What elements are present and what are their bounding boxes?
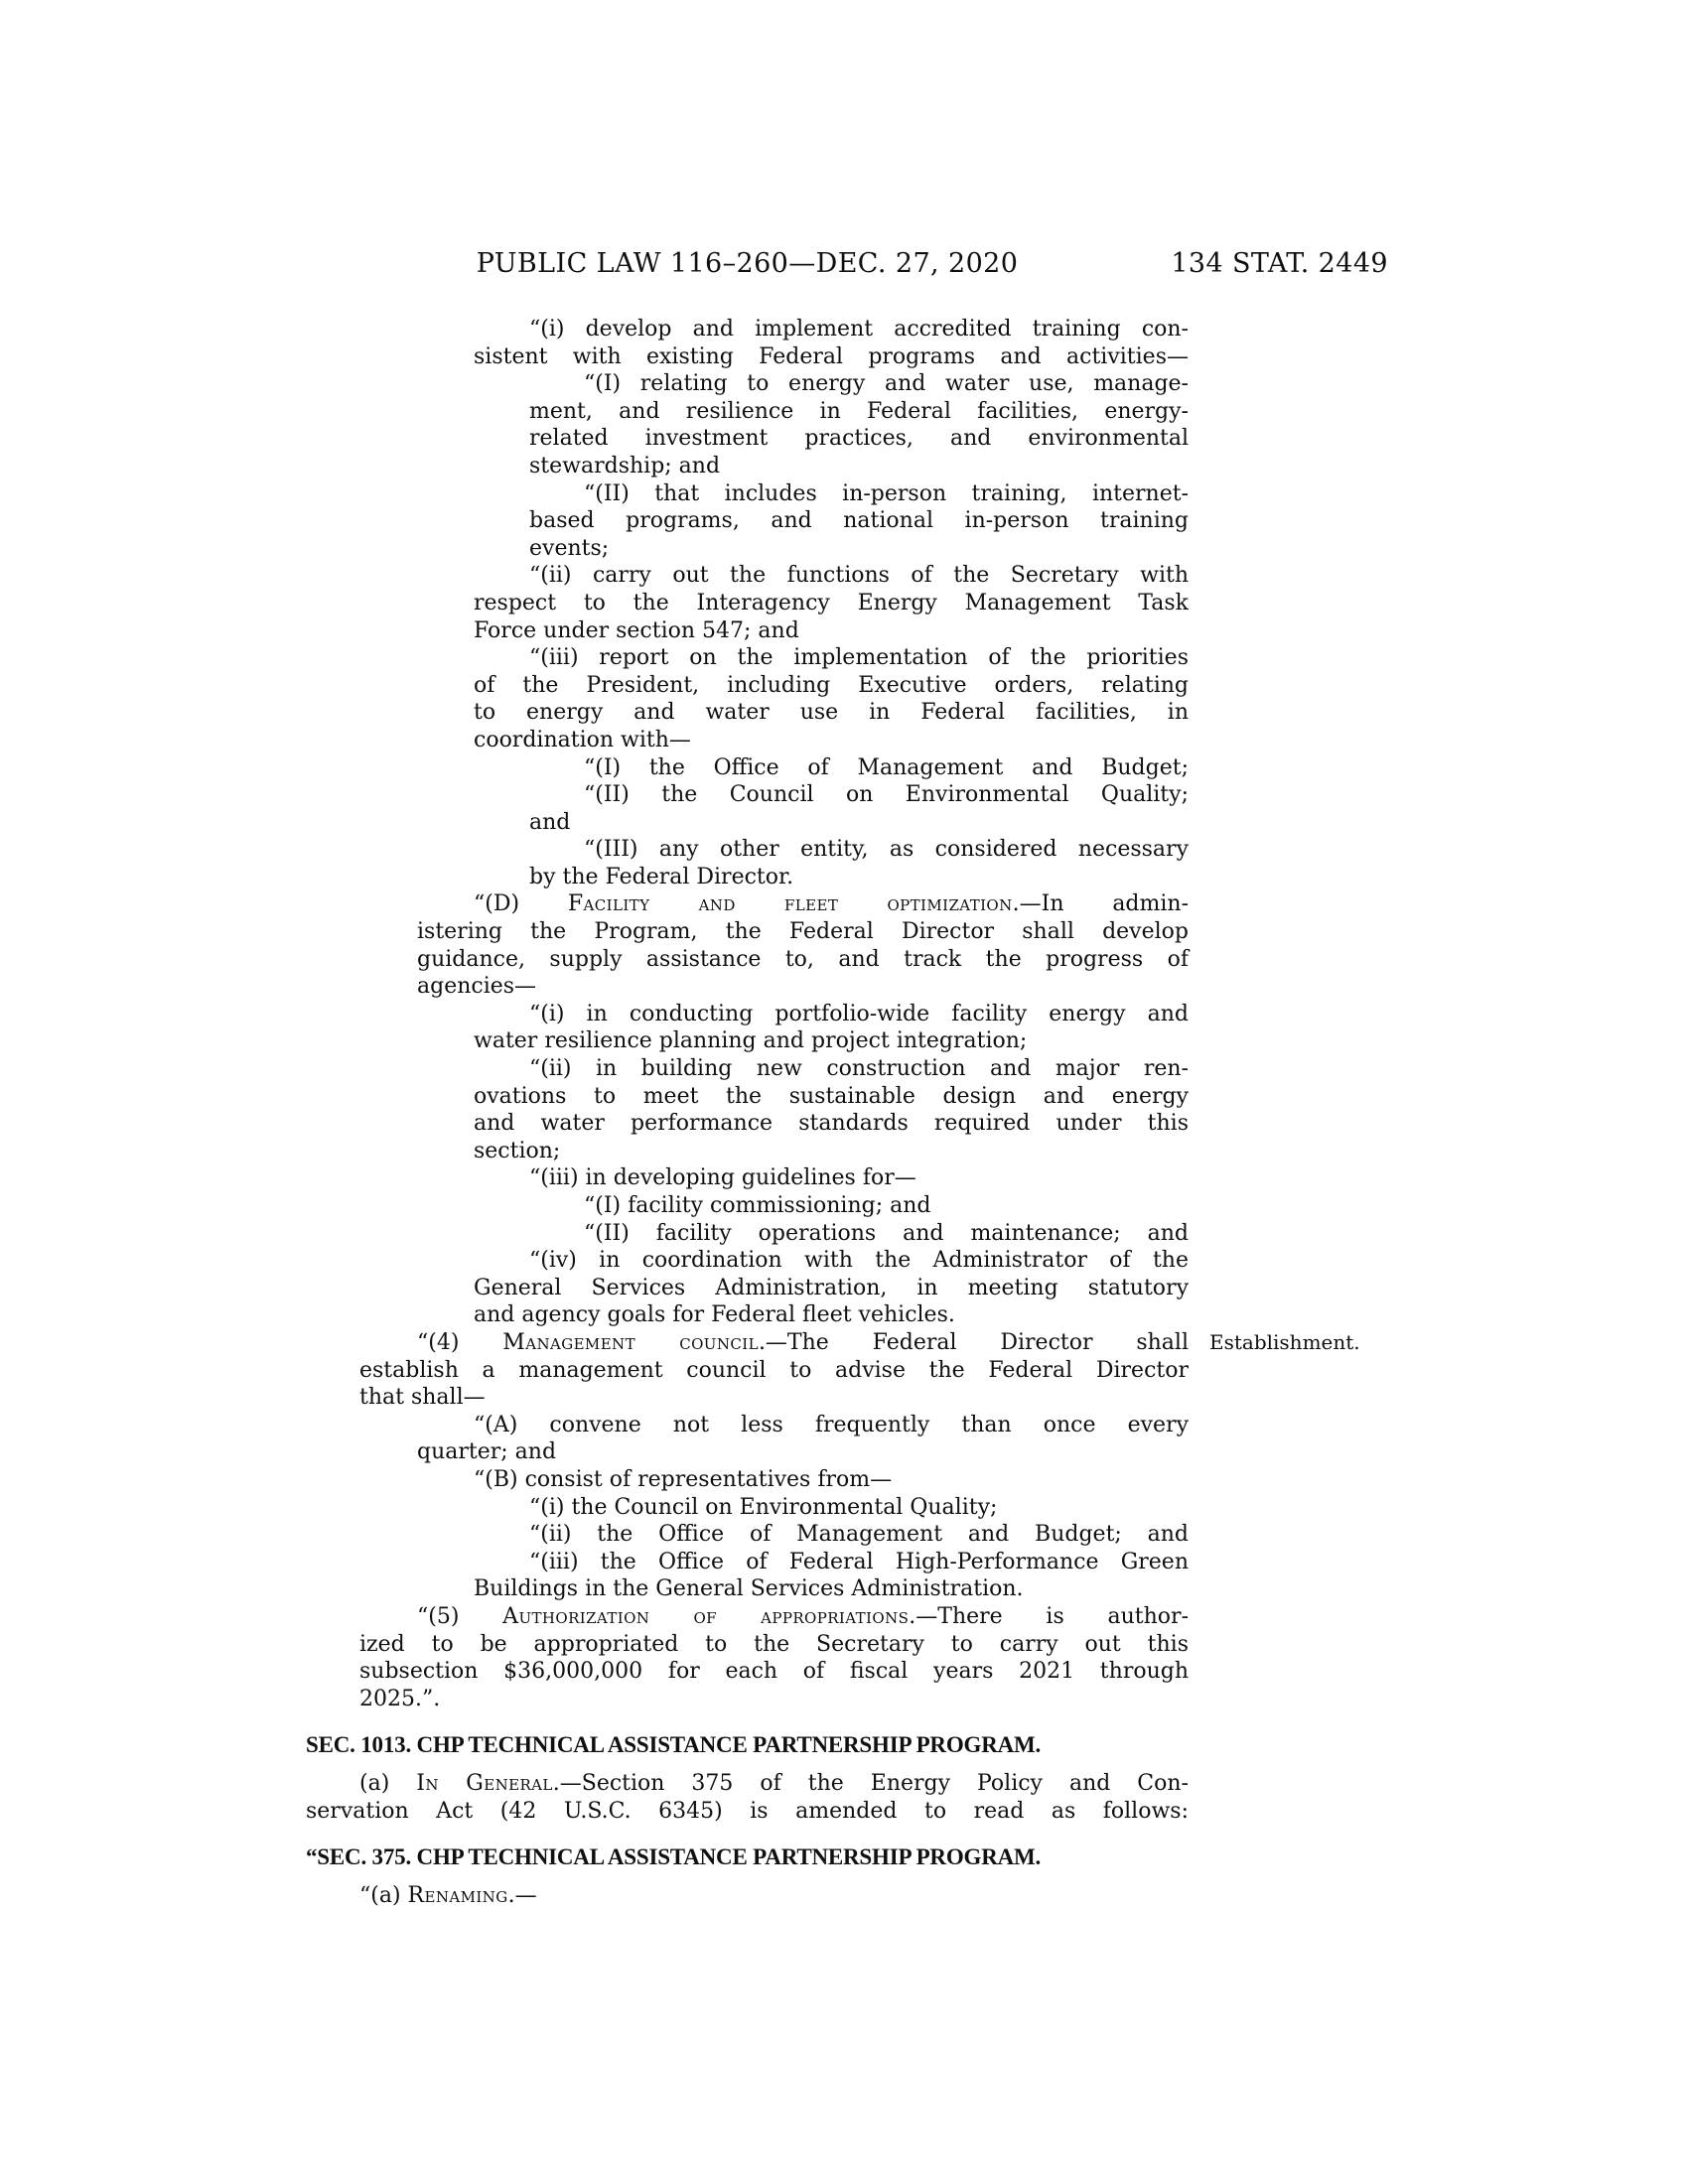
text-run: “(A) convene not less frequently than once every xyxy=(474,1412,1189,1437)
text-run: stewardship; and xyxy=(529,453,721,478)
text-run: and xyxy=(529,809,571,835)
text-run: “(5) xyxy=(417,1603,503,1629)
body-line xyxy=(529,809,1189,837)
text-run: and agency goals for Federal fleet vehicles. xyxy=(474,1302,955,1328)
text-run: related investment practices, and environmental xyxy=(529,426,1189,452)
body-line xyxy=(529,398,1189,426)
body-line xyxy=(474,1027,1189,1055)
text-run: “(D) xyxy=(474,891,568,917)
text-run: “(iii) in developing guidelines for— xyxy=(529,1165,916,1191)
text-run: General Services Administration, in meeting statutory xyxy=(474,1275,1189,1300)
body-line xyxy=(529,316,1189,343)
body-line xyxy=(529,1055,1189,1083)
text-run: “(III) any other entity, as considered necessary xyxy=(584,837,1189,863)
body-line xyxy=(417,946,1189,974)
text-run: istering the Program, the Federal Director shall develop xyxy=(417,919,1189,945)
text-run: subsection $36,000,000 for each of fiscal years 2021 through xyxy=(359,1659,1189,1685)
body-line xyxy=(529,1001,1189,1028)
body-line xyxy=(474,890,1189,918)
text-run: section; xyxy=(474,1138,561,1163)
text-run: that shall— xyxy=(359,1385,486,1411)
body-line xyxy=(474,1110,1189,1138)
body-line xyxy=(584,1220,1189,1248)
text-run: (a) xyxy=(359,1771,417,1797)
body-line xyxy=(474,672,1189,700)
body-line xyxy=(359,1658,1189,1686)
text-run: “(II) that includes in-person training, internet- xyxy=(584,480,1189,506)
body-line xyxy=(474,727,1189,754)
body-line xyxy=(474,699,1189,727)
text-run: “(B) consist of representatives from— xyxy=(474,1466,893,1492)
body-line xyxy=(584,781,1189,809)
body-line xyxy=(529,562,1189,590)
body-line xyxy=(359,1770,1189,1798)
body-line xyxy=(529,453,1189,480)
text-run: “(a) xyxy=(359,1883,408,1909)
body-line xyxy=(529,507,1189,535)
text-run: “(I) the Office of Management and Budget; xyxy=(584,754,1189,780)
text-run: and water performance standards required under this xyxy=(474,1111,1189,1137)
body-line xyxy=(584,480,1189,508)
body-line xyxy=(417,1438,1189,1466)
small-caps-term: In General xyxy=(416,1771,553,1797)
small-caps-term: Management council xyxy=(502,1329,759,1355)
running-head-law-title: PUBLIC LAW 116–260—DEC. 27, 2020 xyxy=(476,248,1019,279)
sec-1013-heading: SEC. 1013. CHP TECHNICAL ASSISTANCE PARTNERSHIP PROGRAM. xyxy=(306,1732,1042,1758)
small-caps-term: Renaming xyxy=(407,1883,508,1909)
body-line xyxy=(529,425,1189,453)
text-run: water resilience planning and project integration; xyxy=(474,1028,1028,1054)
body-line xyxy=(474,1083,1189,1111)
text-run: .— xyxy=(507,1883,537,1909)
text-run: ment, and resilience in Federal facilities, energy- xyxy=(529,398,1189,424)
text-run: “(II) the Council on Environmental Quality; xyxy=(584,782,1189,808)
text-run: “(i) in conducting portfolio-wide facility energy and xyxy=(529,1001,1189,1026)
body-line xyxy=(474,343,1189,371)
text-run: sistent with existing Federal programs and activities— xyxy=(474,343,1189,369)
body-line xyxy=(474,617,1189,645)
text-run: events; xyxy=(529,535,610,561)
body-line xyxy=(417,1603,1189,1631)
body-line xyxy=(417,1329,1189,1357)
body-line xyxy=(474,1466,1189,1494)
body-line xyxy=(306,1798,1189,1826)
text-run: .—The Federal Director shall xyxy=(758,1329,1189,1355)
text-run: “(iii) report on the implementation of the priorities xyxy=(529,645,1189,671)
body-line xyxy=(584,754,1189,782)
text-run: “(ii) carry out the functions of the Secretary with xyxy=(529,563,1189,589)
body-line xyxy=(359,1686,1189,1713)
body-line xyxy=(474,1275,1189,1302)
text-run: ized to be appropriated to the Secretary to carry out this xyxy=(359,1631,1189,1657)
sec-375-heading: “SEC. 375. CHP TECHNICAL ASSISTANCE PARTNERSHIP PROGRAM. xyxy=(306,1844,1042,1870)
body-line xyxy=(529,535,1189,563)
body-line xyxy=(359,1384,1189,1412)
body-line xyxy=(474,1412,1189,1439)
body-line xyxy=(474,1575,1189,1603)
body-line xyxy=(359,1357,1189,1385)
text-run: respect to the Interagency Energy Management Task xyxy=(474,590,1189,615)
text-run: “(ii) the Office of Management and Budget; and xyxy=(529,1522,1189,1548)
body-line xyxy=(584,370,1189,398)
body-line xyxy=(529,1521,1189,1549)
body-line xyxy=(584,1192,1189,1220)
text-run: “(ii) in building new construction and major ren- xyxy=(529,1056,1189,1082)
text-run: quarter; and xyxy=(417,1439,557,1465)
text-run: servation Act (42 U.S.C. 6345) is amended to read as follows: xyxy=(306,1798,1189,1824)
text-run: coordination with— xyxy=(474,727,691,752)
text-run: “(II) facility operations and maintenance; and xyxy=(584,1220,1189,1246)
body-line xyxy=(529,1247,1189,1275)
text-run: “(I) facility commissioning; and xyxy=(584,1193,931,1218)
body-line xyxy=(529,1164,1189,1192)
body-line xyxy=(529,1494,1189,1522)
text-run: “(iii) the Office of Federal High-Performance Green xyxy=(529,1549,1189,1574)
text-run: “(i) the Council on Environmental Quality; xyxy=(529,1494,998,1520)
text-run: .—In admin- xyxy=(1012,891,1190,917)
small-caps-term: Authorization of appropriations xyxy=(502,1603,910,1629)
text-run: Buildings in the General Services Administration. xyxy=(474,1576,1024,1602)
text-run: establish a management council to advise the Federal Director xyxy=(359,1357,1189,1383)
text-run: of the President, including Executive orders, relating xyxy=(474,672,1189,698)
text-run: “(4) xyxy=(417,1329,503,1355)
body-line xyxy=(529,864,1189,891)
text-run: “(I) relating to energy and water use, manage- xyxy=(584,371,1189,397)
body-line xyxy=(417,918,1189,946)
body-line xyxy=(474,1138,1189,1165)
body-line xyxy=(417,973,1189,1001)
body-line xyxy=(474,1301,1189,1329)
margin-note-establishment: Establishment. xyxy=(1209,1330,1360,1354)
body-line xyxy=(359,1882,1189,1910)
text-run: “(i) develop and implement accredited training con- xyxy=(529,317,1189,341)
text-run: based programs, and national in-person training xyxy=(529,508,1189,534)
text-run: .—Section 375 of the Energy Policy and Con- xyxy=(552,1771,1189,1797)
text-run: 2025.”. xyxy=(359,1686,441,1711)
running-head-stat-page: 134 STAT. 2449 xyxy=(1171,248,1388,279)
body-line xyxy=(474,590,1189,617)
text-run: .—There is author- xyxy=(909,1603,1190,1629)
text-run: by the Federal Director. xyxy=(529,864,794,889)
text-run: “(iv) in coordination with the Administrator of the xyxy=(529,1248,1189,1274)
body-line xyxy=(529,644,1189,672)
text-run: to energy and water use in Federal facilities, in xyxy=(474,700,1189,726)
small-caps-term: Facility and fleet optimization xyxy=(567,891,1013,917)
body-line xyxy=(359,1631,1189,1659)
body-line xyxy=(529,1549,1189,1576)
text-run: ovations to meet the sustainable design and energy xyxy=(474,1083,1189,1109)
text-run: agencies— xyxy=(417,974,537,1000)
text-run: guidance, supply assistance to, and track the progress of xyxy=(417,946,1189,972)
text-run: Force under section 547; and xyxy=(474,617,799,643)
body-line xyxy=(584,836,1189,864)
body-text xyxy=(306,316,1189,1910)
